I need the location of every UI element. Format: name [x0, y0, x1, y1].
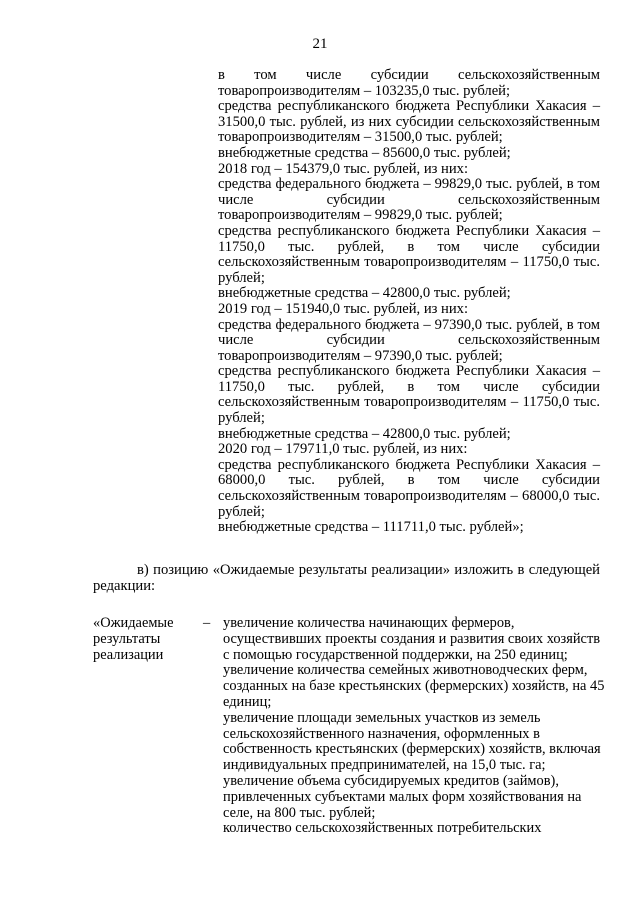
financing-line: в том числе субсидии сельскохозяйственным товаропроизводителям – 103235,0 тыс. рублей;	[218, 67, 600, 99]
financing-line: средства республиканского бюджета Республики Хакасия – 68000,0 тыс. рублей, в том числе субсидии сельскохозяйственным товаропроизводителям – 68000,0 тыс. рублей;	[218, 456, 600, 520]
label-dash: –	[203, 615, 211, 631]
financing-line: средства федерального бюджета – 97390,0 тыс. рублей, в том числе субсидии сельскохозяйственным товаропроизводителям – 97390,0 тыс. рублей;	[218, 316, 600, 364]
expected-results-list	[223, 616, 605, 837]
financing-line: внебюджетные средства – 42800,0 тыс. рублей;	[218, 425, 511, 442]
result-item: увеличение количества семейных животноводческих ферм, созданных на базе крестьянских (фермерских) хозяйств, на 45 единиц;	[223, 662, 605, 710]
result-item: увеличение площади земельных участков из земель сельскохозяйственного назначения, оформленных в собственность крестьянских (фермерских) хозяйств, включая индивидуальных предпринимателей, на 15,0 тыс. га;	[223, 709, 601, 774]
financing-line: 2018 год – 154379,0 тыс. рублей, из них:	[218, 160, 469, 177]
financing-line: 2019 год – 151940,0 тыс. рублей, из них:	[218, 300, 469, 317]
label-line: результаты	[93, 630, 161, 647]
financing-line: средства республиканского бюджета Республики Хакасия – 11750,0 тыс. рублей, в том числе субсидии сельскохозяйственным товаропроизводителям – 11750,0 тыс. рублей;	[218, 222, 600, 286]
financing-line: внебюджетные средства – 42800,0 тыс. рублей;	[218, 285, 511, 302]
label-line: реализации	[93, 646, 164, 663]
financing-line: средства республиканского бюджета Республики Хакасия – 31500,0 тыс. рублей, из них субсидии сельскохозяйственным товаропроизводителям – 31500,0 тыс. рублей;	[218, 98, 600, 146]
result-item: увеличение объема субсидируемых кредитов (займов), привлеченных субъектами малых форм хозяйствования на селе, на 800 тыс. рублей;	[223, 772, 582, 821]
page-number: 21	[312, 36, 328, 52]
financing-line: средства федерального бюджета – 99829,0 тыс. рублей, в том числе субсидии сельскохозяйственным товаропроизводителям – 99829,0 тыс. рублей;	[218, 176, 600, 224]
result-item: увеличение количества начинающих фермеров, осуществивших проекты создания и развития своих хозяйств с помощью государственной поддержки, на 250 единиц;	[223, 615, 601, 663]
financing-line: средства республиканского бюджета Республики Хакасия – 11750,0 тыс. рублей, в том числе субсидии сельскохозяйственным товаропроизводителям – 11750,0 тыс. рублей;	[218, 363, 600, 427]
financing-line: 2020 год – 179711,0 тыс. рублей, из них:	[218, 441, 468, 458]
financing-block	[218, 68, 600, 536]
instruction-paragraph	[93, 563, 600, 594]
financing-line: внебюджетные средства – 85600,0 тыс. рублей;	[218, 144, 511, 161]
instruction-text: в) позицию «Ожидаемые результаты реализации» изложить в следующей редакции:	[93, 562, 600, 594]
result-item: количество сельскохозяйственных потребительских	[223, 820, 542, 837]
label-line: «Ожидаемые	[93, 615, 174, 631]
expected-results-label	[93, 616, 193, 663]
financing-line: внебюджетные средства – 111711,0 тыс. рублей»;	[218, 519, 524, 536]
